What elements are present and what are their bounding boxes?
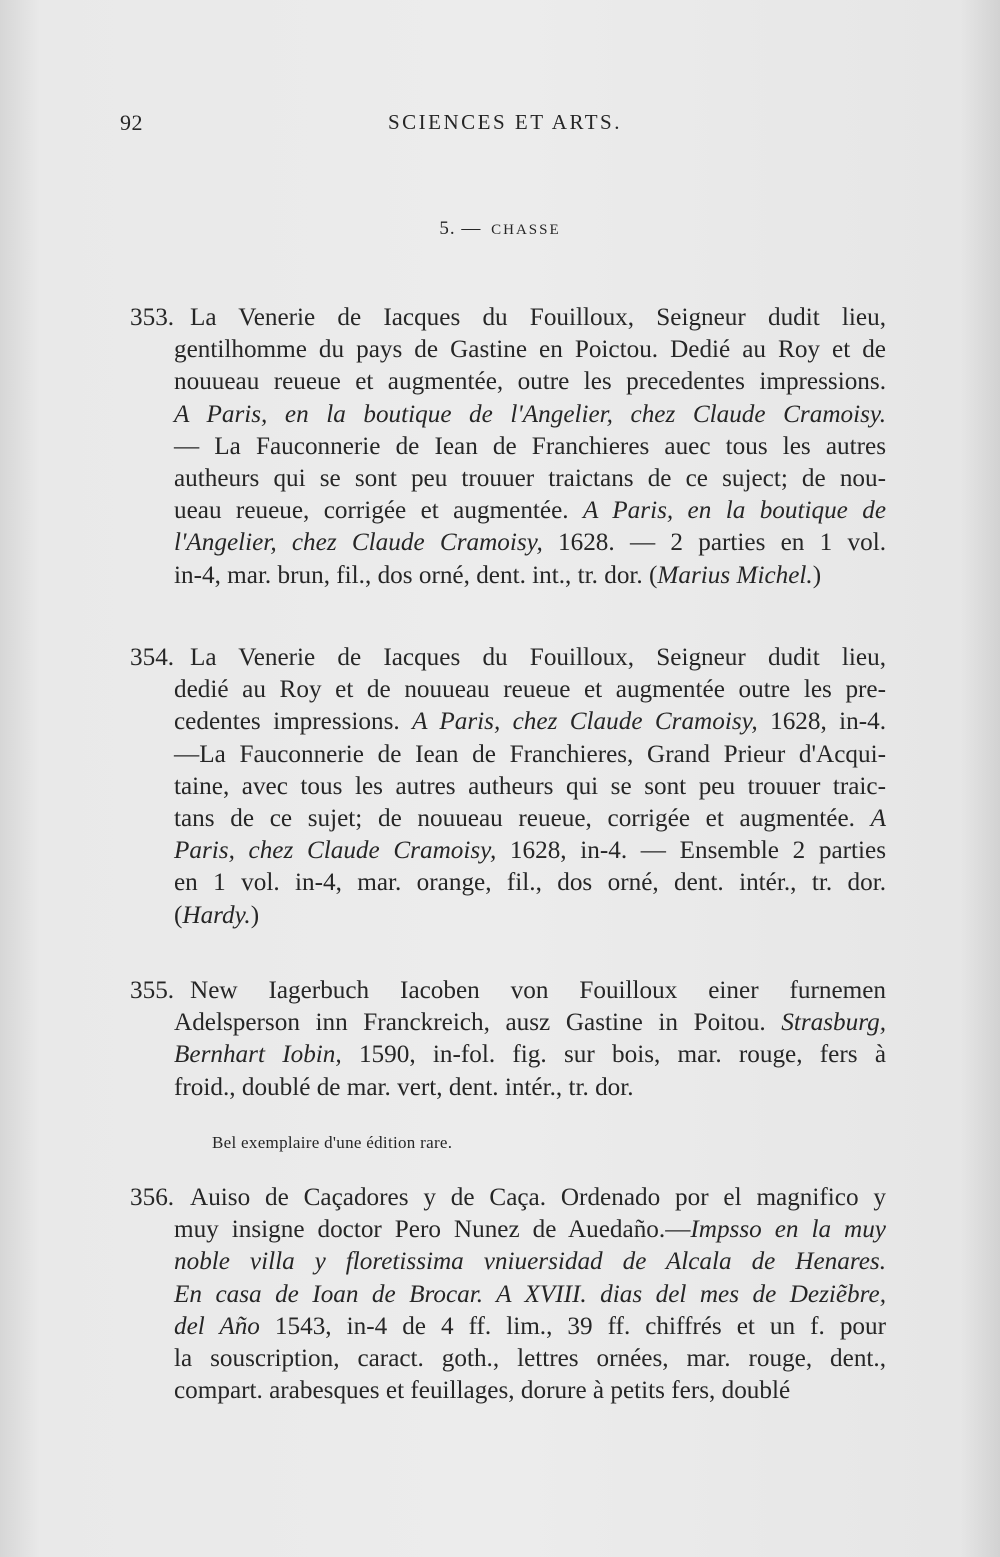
- entry-number: 353.: [130, 304, 175, 331]
- entry-text: froid., doublé de mar. vert, dent. intér., tr. dor.: [174, 1073, 634, 1101]
- entry-number: 355.: [130, 977, 175, 1004]
- section-title: CHASSE: [491, 222, 561, 238]
- entry-line: [130, 366, 886, 398]
- page-number: 92: [120, 110, 143, 135]
- entry-text: 1628, in-4. — Ensemble 2 parties: [496, 837, 886, 865]
- italic-text: Paris, chez Claude Cramoisy,: [174, 837, 497, 865]
- entry-line: [130, 431, 886, 463]
- entry-line: [130, 642, 886, 674]
- entry-text: — La Fauconnerie de Iean de Franchieres auec tous les autres: [174, 432, 886, 460]
- running-title: SCIENCES ET ARTS.: [388, 110, 622, 134]
- entry-line: [130, 1182, 886, 1214]
- italic-text: l'Angelier, chez Claude Cramoisy,: [174, 529, 543, 557]
- entry-line: [130, 1246, 886, 1278]
- entry-text: New Iagerbuch Iacoben von Fouilloux einer furnemen: [190, 977, 886, 1004]
- entry-line: [130, 1072, 886, 1104]
- entry-text: La Venerie de Iacques du Fouilloux, Seigneur dudit lieu,: [190, 644, 886, 671]
- entry-line: [130, 560, 886, 592]
- entry-text: 1543, in-4 de 4 ff. lim., 39 ff. chiffrés et un f. pour: [259, 1312, 886, 1340]
- entry-line: [130, 1375, 886, 1407]
- entry-line: [130, 302, 886, 334]
- entry-text: tans de ce sujet; de nouueau reueue, corrigée et augmentée.: [174, 805, 871, 833]
- entry-line: [130, 1214, 886, 1246]
- entry-text: autheurs qui se sont peu trouuer traictans de ce suject; de nou-: [174, 465, 886, 493]
- entry-text: cedentes impressions.: [174, 708, 413, 736]
- italic-text: Bernhart Iobin,: [174, 1041, 342, 1069]
- entry-text: ): [812, 561, 822, 589]
- entry-text: —La Fauconnerie de Iean de Franchieres, Grand Prieur d'Acqui-: [174, 740, 886, 768]
- section-heading: [0, 218, 1000, 240]
- italic-text: A Paris, en la boutique de l'Angelier, chez Claude Cramoisy.: [174, 400, 886, 428]
- entry-line: [130, 1279, 886, 1311]
- entry-line: [130, 1039, 886, 1071]
- catalog-entry-353: [130, 302, 886, 592]
- entry-text: Auiso de Caçadores y de Caça. Ordenado por el magnifico y: [190, 1184, 886, 1211]
- entry-text: muy insigne doctor Pero Nunez de Auedaño.—: [174, 1216, 691, 1244]
- entry-line: [130, 771, 886, 803]
- entry-text: ueau reueue, corrigée et augmentée.: [174, 497, 583, 525]
- italic-text: noble villa y floretissima vniuersidad de Alcala de Henares.: [174, 1248, 886, 1276]
- catalog-entry-355: [130, 975, 886, 1104]
- entry-text: in-4, mar. brun, fil., dos orné, dent. int., tr. dor. (: [174, 561, 658, 589]
- catalog-entry-356: [130, 1182, 886, 1407]
- italic-text: Hardy.: [182, 901, 251, 929]
- entry-line: [130, 867, 886, 899]
- entry-text: dedié au Roy et de nouueau reueue et augmentée outre les pre-: [174, 676, 886, 704]
- section-number: 5. —: [439, 218, 482, 239]
- entry-line: [130, 334, 886, 366]
- catalog-entry-354: [130, 642, 886, 932]
- italic-text: del Año: [174, 1312, 260, 1340]
- page-header: [120, 110, 890, 146]
- entry-text: la souscription, caract. goth., lettres ornées, mar. rouge, dent.,: [174, 1345, 886, 1373]
- italic-text: Marius Michel.: [657, 561, 813, 589]
- entry-text: nouueau reueue et augmentée, outre les precedentes impressions.: [174, 368, 886, 396]
- entry-line: [130, 975, 886, 1007]
- italic-text: A Paris, chez Claude Cramoisy,: [412, 708, 758, 736]
- entry-text: ): [250, 901, 260, 929]
- entry-line: [130, 1343, 886, 1375]
- entry-line: [130, 495, 886, 527]
- entry-line: [130, 527, 886, 559]
- entry-line: [130, 674, 886, 706]
- entry-line: [130, 706, 886, 738]
- entry-line: [130, 463, 886, 495]
- entry-line: [130, 803, 886, 835]
- entry-text: Adelsperson inn Franckreich, ausz Gastine in Poitou.: [174, 1009, 782, 1037]
- entry-text: La Venerie de Iacques du Fouilloux, Seigneur dudit lieu,: [190, 304, 886, 331]
- entry-note: Bel exemplaire d'une édition rare.: [212, 1133, 453, 1152]
- italic-text: En casa de Ioan de Brocar. A XVIII. dias del mes de Deziẽbre,: [174, 1280, 886, 1308]
- italic-text: Strasburg,: [781, 1009, 886, 1037]
- entry-text: compart. arabesques et feuillages, dorure à petits fers, doublé: [174, 1377, 791, 1405]
- entry-text: taine, avec tous les autres autheurs qui se sont peu trouuer traic-: [174, 772, 886, 800]
- entry-number: 356.: [130, 1184, 175, 1211]
- entry-line: [130, 739, 886, 771]
- italic-text: Impsso en la muy: [690, 1216, 886, 1244]
- entry-text: en 1 vol. in-4, mar. orange, fil., dos orné, dent. intér., tr. dor.: [174, 869, 886, 897]
- italic-text: A: [870, 805, 886, 833]
- entry-text: gentilhomme du pays de Gastine en Poictou. Dedié au Roy et de: [174, 336, 886, 364]
- entry-number: 354.: [130, 644, 175, 671]
- entry-line: [130, 399, 886, 431]
- entry-line: [130, 1007, 886, 1039]
- entry-text: 1628. — 2 parties en 1 vol.: [542, 529, 886, 557]
- italic-text: A Paris, en la boutique de: [582, 497, 886, 525]
- entry-text: (: [174, 901, 183, 929]
- entry-line: [130, 1311, 886, 1343]
- entry-line: [130, 835, 886, 867]
- entry-text: 1590, in-fol. fig. sur bois, mar. rouge, fers à: [341, 1041, 886, 1069]
- entry-line: [130, 900, 886, 932]
- entry-text: 1628, in-4.: [757, 708, 887, 736]
